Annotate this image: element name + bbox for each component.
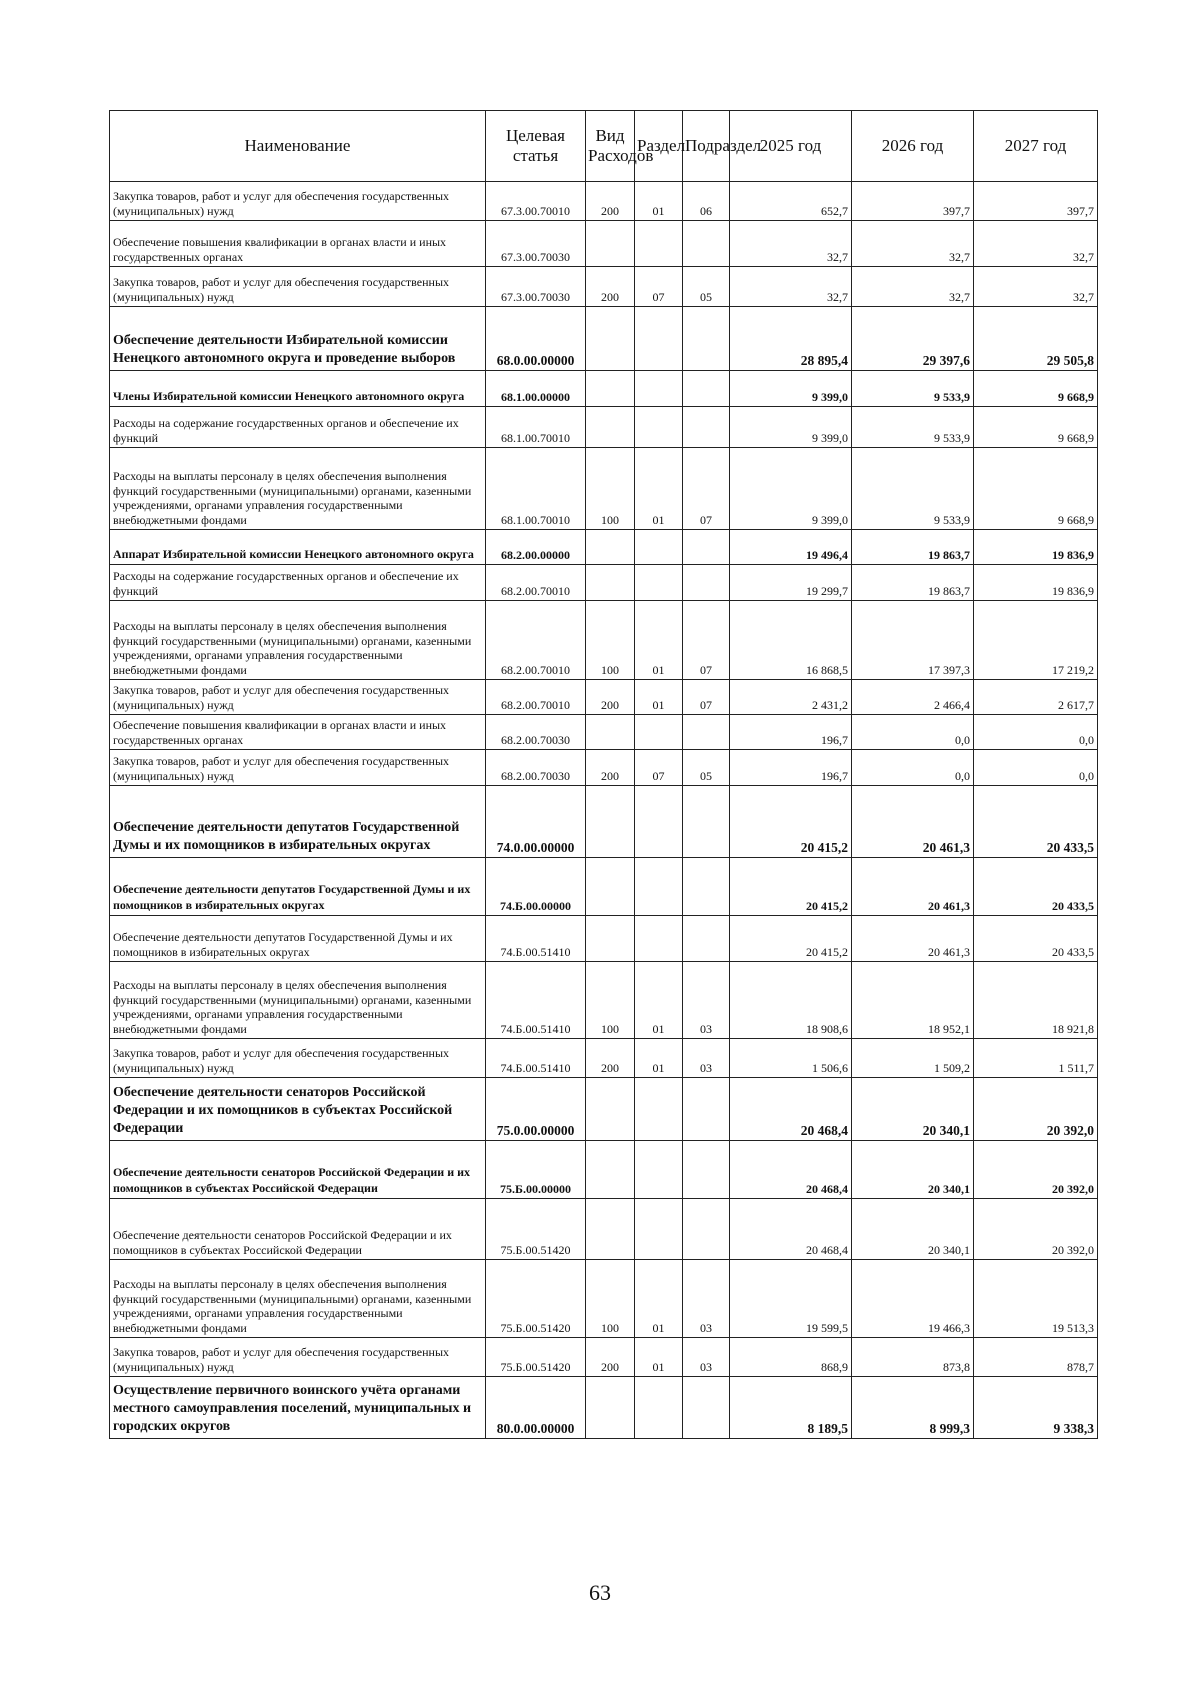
cell-2025: 28 895,4	[730, 307, 852, 371]
cell-podrazdel	[683, 786, 730, 858]
cell-target: 75.Б.00.51420	[486, 1338, 586, 1377]
cell-name: Аппарат Избирательной комиссии Ненецкого автономного округа	[110, 530, 486, 565]
cell-razdel: 01	[635, 1260, 683, 1338]
cell-2026: 20 340,1	[852, 1199, 974, 1260]
table-row	[110, 565, 1098, 601]
cell-name: Обеспечение деятельности депутатов Государственной Думы и их помощников в избирательных округах	[110, 916, 486, 962]
cell-name: Закупка товаров, работ и услуг для обеспечения государственных (муниципальных) нужд	[110, 750, 486, 786]
cell-2025: 20 468,4	[730, 1141, 852, 1199]
cell-razdel	[635, 916, 683, 962]
cell-2026: 20 340,1	[852, 1078, 974, 1141]
cell-podrazdel: 05	[683, 267, 730, 307]
cell-razdel: 01	[635, 448, 683, 530]
cell-target: 68.1.00.70010	[486, 407, 586, 448]
cell-target: 75.Б.00.51420	[486, 1199, 586, 1260]
cell-vid	[586, 1199, 635, 1260]
cell-vid	[586, 715, 635, 750]
table-row	[110, 962, 1098, 1039]
header-name: Наименование	[110, 111, 486, 182]
cell-2026: 19 863,7	[852, 565, 974, 601]
cell-2027: 2 617,7	[974, 680, 1098, 715]
cell-target: 74.0.00.00000	[486, 786, 586, 858]
cell-podrazdel	[683, 407, 730, 448]
table-header-row	[110, 111, 1098, 182]
cell-2025: 19 299,7	[730, 565, 852, 601]
header-2027: 2027 год	[974, 111, 1098, 182]
cell-razdel	[635, 407, 683, 448]
cell-2025: 16 868,5	[730, 601, 852, 680]
cell-target: 74.Б.00.51410	[486, 1039, 586, 1078]
table-row	[110, 448, 1098, 530]
cell-razdel	[635, 858, 683, 916]
cell-target: 68.2.00.70010	[486, 601, 586, 680]
cell-2026: 32,7	[852, 221, 974, 267]
table-row	[110, 750, 1098, 786]
cell-target: 68.2.00.00000	[486, 530, 586, 565]
cell-2027: 878,7	[974, 1338, 1098, 1377]
cell-razdel: 01	[635, 601, 683, 680]
cell-target: 68.1.00.00000	[486, 371, 586, 407]
cell-target: 67.3.00.70030	[486, 221, 586, 267]
budget-table	[109, 110, 1098, 1439]
cell-razdel: 07	[635, 267, 683, 307]
cell-2026: 19 466,3	[852, 1260, 974, 1338]
cell-name: Обеспечение деятельности депутатов Государственной Думы и их помощников в избирательных округах	[110, 786, 486, 858]
cell-2025: 20 415,2	[730, 916, 852, 962]
cell-2027: 18 921,8	[974, 962, 1098, 1039]
table-row	[110, 1377, 1098, 1439]
cell-podrazdel	[683, 565, 730, 601]
cell-name: Закупка товаров, работ и услуг для обеспечения государственных (муниципальных) нужд	[110, 680, 486, 715]
cell-2027: 20 433,5	[974, 786, 1098, 858]
cell-razdel: 01	[635, 680, 683, 715]
table-row	[110, 601, 1098, 680]
cell-razdel	[635, 1199, 683, 1260]
cell-target: 68.2.00.70010	[486, 680, 586, 715]
cell-podrazdel	[683, 715, 730, 750]
cell-2027: 29 505,8	[974, 307, 1098, 371]
cell-2027: 19 513,3	[974, 1260, 1098, 1338]
cell-vid: 200	[586, 1338, 635, 1377]
cell-vid: 200	[586, 750, 635, 786]
table-row	[110, 1078, 1098, 1141]
cell-podrazdel	[683, 307, 730, 371]
cell-2026: 0,0	[852, 750, 974, 786]
cell-2025: 19 599,5	[730, 1260, 852, 1338]
cell-podrazdel	[683, 916, 730, 962]
cell-podrazdel	[683, 1078, 730, 1141]
cell-2025: 9 399,0	[730, 407, 852, 448]
table-body	[110, 182, 1098, 1439]
cell-2026: 9 533,9	[852, 407, 974, 448]
cell-2026: 20 461,3	[852, 786, 974, 858]
cell-razdel	[635, 715, 683, 750]
table-row	[110, 786, 1098, 858]
cell-2027: 20 392,0	[974, 1078, 1098, 1141]
table-row	[110, 1141, 1098, 1199]
cell-vid: 200	[586, 182, 635, 221]
table-row	[110, 1260, 1098, 1338]
cell-vid	[586, 1078, 635, 1141]
cell-razdel: 07	[635, 750, 683, 786]
cell-razdel	[635, 1377, 683, 1439]
cell-razdel: 01	[635, 1039, 683, 1078]
cell-2025: 20 415,2	[730, 858, 852, 916]
cell-razdel: 01	[635, 962, 683, 1039]
cell-2025: 32,7	[730, 221, 852, 267]
header-2026: 2026 год	[852, 111, 974, 182]
header-vid: Вид Расходов	[586, 111, 635, 182]
cell-name: Расходы на выплаты персоналу в целях обеспечения выполнения функций государственными (муниципальными) органами, казенными учреждениями, органами управления государственными внебюджетными фондами	[110, 962, 486, 1039]
cell-2027: 0,0	[974, 750, 1098, 786]
cell-razdel	[635, 307, 683, 371]
cell-name: Обеспечение деятельности сенаторов Российской Федерации и их помощников в субъектах Российской Федерации	[110, 1141, 486, 1199]
cell-2026: 20 340,1	[852, 1141, 974, 1199]
cell-2027: 397,7	[974, 182, 1098, 221]
cell-name: Обеспечение деятельности сенаторов Российской Федерации и их помощников в субъектах Российской Федерации	[110, 1199, 486, 1260]
cell-name: Осуществление первичного воинского учёта органами местного самоуправления поселений, муниципальных и городских округов	[110, 1377, 486, 1439]
cell-razdel	[635, 371, 683, 407]
cell-name: Расходы на выплаты персоналу в целях обеспечения выполнения функций государственными (муниципальными) органами, казенными учреждениями, органами управления государственными внебюджетными фондами	[110, 1260, 486, 1338]
cell-2026: 18 952,1	[852, 962, 974, 1039]
cell-2026: 29 397,6	[852, 307, 974, 371]
cell-2027: 9 668,9	[974, 448, 1098, 530]
cell-name: Обеспечение повышения квалификации в органах власти и иных государственных органах	[110, 715, 486, 750]
cell-podrazdel	[683, 221, 730, 267]
cell-2026: 397,7	[852, 182, 974, 221]
cell-name: Расходы на выплаты персоналу в целях обеспечения выполнения функций государственными (муниципальными) органами, казенными учреждениями, органами управления государственными внебюджетными фондами	[110, 601, 486, 680]
cell-2027: 9 338,3	[974, 1377, 1098, 1439]
cell-2025: 32,7	[730, 267, 852, 307]
cell-vid	[586, 530, 635, 565]
cell-target: 74.Б.00.00000	[486, 858, 586, 916]
header-podrazdel: Подраздел	[683, 111, 730, 182]
cell-podrazdel: 03	[683, 1260, 730, 1338]
cell-2026: 19 863,7	[852, 530, 974, 565]
cell-2026: 20 461,3	[852, 858, 974, 916]
cell-razdel	[635, 530, 683, 565]
cell-2027: 9 668,9	[974, 371, 1098, 407]
cell-2025: 868,9	[730, 1338, 852, 1377]
cell-target: 68.2.00.70030	[486, 750, 586, 786]
cell-2027: 32,7	[974, 267, 1098, 307]
cell-razdel	[635, 565, 683, 601]
cell-podrazdel	[683, 530, 730, 565]
cell-name: Закупка товаров, работ и услуг для обеспечения государственных (муниципальных) нужд	[110, 1338, 486, 1377]
cell-vid: 100	[586, 962, 635, 1039]
cell-2027: 20 433,5	[974, 858, 1098, 916]
cell-name: Расходы на содержание государственных органов и обеспечение их функций	[110, 565, 486, 601]
cell-vid	[586, 407, 635, 448]
cell-target: 67.3.00.70010	[486, 182, 586, 221]
cell-2025: 2 431,2	[730, 680, 852, 715]
table-row	[110, 916, 1098, 962]
cell-2026: 32,7	[852, 267, 974, 307]
cell-razdel	[635, 786, 683, 858]
table-row	[110, 267, 1098, 307]
cell-vid	[586, 307, 635, 371]
cell-vid	[586, 916, 635, 962]
cell-2027: 0,0	[974, 715, 1098, 750]
table-row	[110, 1199, 1098, 1260]
cell-podrazdel	[683, 371, 730, 407]
cell-name: Расходы на выплаты персоналу в целях обеспечения выполнения функций государственными (муниципальными) органами, казенными учреждениями, органами управления государственными внебюджетными фондами	[110, 448, 486, 530]
cell-target: 68.2.00.70010	[486, 565, 586, 601]
cell-2026: 8 999,3	[852, 1377, 974, 1439]
cell-podrazdel: 06	[683, 182, 730, 221]
cell-podrazdel: 03	[683, 1039, 730, 1078]
cell-2025: 20 468,4	[730, 1199, 852, 1260]
table-row	[110, 1338, 1098, 1377]
cell-2027: 20 433,5	[974, 916, 1098, 962]
cell-2025: 9 399,0	[730, 448, 852, 530]
cell-name: Закупка товаров, работ и услуг для обеспечения государственных (муниципальных) нужд	[110, 182, 486, 221]
cell-2026: 17 397,3	[852, 601, 974, 680]
cell-podrazdel: 03	[683, 1338, 730, 1377]
cell-2025: 196,7	[730, 715, 852, 750]
cell-2026: 873,8	[852, 1338, 974, 1377]
cell-razdel: 01	[635, 182, 683, 221]
cell-2026: 0,0	[852, 715, 974, 750]
cell-target: 68.2.00.70030	[486, 715, 586, 750]
cell-vid	[586, 221, 635, 267]
cell-razdel	[635, 1141, 683, 1199]
cell-2025: 20 415,2	[730, 786, 852, 858]
cell-podrazdel: 05	[683, 750, 730, 786]
cell-2026: 9 533,9	[852, 371, 974, 407]
cell-name: Закупка товаров, работ и услуг для обеспечения государственных (муниципальных) нужд	[110, 267, 486, 307]
cell-2026: 20 461,3	[852, 916, 974, 962]
cell-2025: 652,7	[730, 182, 852, 221]
cell-podrazdel: 03	[683, 962, 730, 1039]
cell-vid	[586, 786, 635, 858]
cell-2027: 9 668,9	[974, 407, 1098, 448]
cell-vid: 200	[586, 1039, 635, 1078]
cell-name: Расходы на содержание государственных органов и обеспечение их функций	[110, 407, 486, 448]
cell-2025: 1 506,6	[730, 1039, 852, 1078]
cell-2027: 20 392,0	[974, 1141, 1098, 1199]
table-row	[110, 858, 1098, 916]
cell-target: 74.Б.00.51410	[486, 916, 586, 962]
cell-2027: 19 836,9	[974, 530, 1098, 565]
table-row	[110, 307, 1098, 371]
cell-vid: 200	[586, 267, 635, 307]
cell-podrazdel	[683, 1141, 730, 1199]
cell-2025: 19 496,4	[730, 530, 852, 565]
cell-podrazdel	[683, 1199, 730, 1260]
table-row	[110, 182, 1098, 221]
table-row	[110, 221, 1098, 267]
cell-vid: 100	[586, 601, 635, 680]
cell-razdel: 01	[635, 1338, 683, 1377]
cell-2025: 8 189,5	[730, 1377, 852, 1439]
cell-2026: 2 466,4	[852, 680, 974, 715]
cell-2027: 19 836,9	[974, 565, 1098, 601]
cell-target: 75.Б.00.00000	[486, 1141, 586, 1199]
cell-target: 75.Б.00.51420	[486, 1260, 586, 1338]
cell-vid	[586, 371, 635, 407]
cell-razdel	[635, 221, 683, 267]
cell-2026: 1 509,2	[852, 1039, 974, 1078]
cell-razdel	[635, 1078, 683, 1141]
cell-name: Члены Избирательной комиссии Ненецкого автономного округа	[110, 371, 486, 407]
cell-target: 74.Б.00.51410	[486, 962, 586, 1039]
cell-podrazdel: 07	[683, 448, 730, 530]
cell-vid	[586, 858, 635, 916]
cell-target: 68.0.00.00000	[486, 307, 586, 371]
cell-target: 80.0.00.00000	[486, 1377, 586, 1439]
cell-2027: 32,7	[974, 221, 1098, 267]
page-number: 63	[589, 1580, 611, 1605]
cell-name: Обеспечение деятельности Избирательной комиссии Ненецкого автономного округа и проведение выборов	[110, 307, 486, 371]
header-2025: 2025 год	[730, 111, 852, 182]
header-target: Целевая статья	[486, 111, 586, 182]
cell-2026: 9 533,9	[852, 448, 974, 530]
cell-2025: 20 468,4	[730, 1078, 852, 1141]
cell-vid	[586, 1141, 635, 1199]
cell-podrazdel: 07	[683, 601, 730, 680]
cell-vid	[586, 1377, 635, 1439]
table-row	[110, 407, 1098, 448]
cell-vid: 100	[586, 448, 635, 530]
cell-podrazdel	[683, 858, 730, 916]
header-razdel: Раздел	[635, 111, 683, 182]
cell-name: Обеспечение деятельности депутатов Государственной Думы и их помощников в избирательных округах	[110, 858, 486, 916]
document-page	[109, 110, 1097, 1439]
cell-2025: 9 399,0	[730, 371, 852, 407]
table-row	[110, 371, 1098, 407]
cell-name: Обеспечение повышения квалификации в органах власти и иных государственных органах	[110, 221, 486, 267]
cell-2027: 1 511,7	[974, 1039, 1098, 1078]
cell-name: Обеспечение деятельности сенаторов Российской Федерации и их помощников в субъектах Российской Федерации	[110, 1078, 486, 1141]
cell-2025: 196,7	[730, 750, 852, 786]
table-row	[110, 680, 1098, 715]
table-row	[110, 1039, 1098, 1078]
cell-name: Закупка товаров, работ и услуг для обеспечения государственных (муниципальных) нужд	[110, 1039, 486, 1078]
cell-2025: 18 908,6	[730, 962, 852, 1039]
cell-2027: 17 219,2	[974, 601, 1098, 680]
cell-podrazdel	[683, 1377, 730, 1439]
cell-podrazdel: 07	[683, 680, 730, 715]
cell-target: 75.0.00.00000	[486, 1078, 586, 1141]
cell-target: 67.3.00.70030	[486, 267, 586, 307]
cell-vid: 200	[586, 680, 635, 715]
table-row	[110, 715, 1098, 750]
table-row	[110, 530, 1098, 565]
cell-vid: 100	[586, 1260, 635, 1338]
cell-target: 68.1.00.70010	[486, 448, 586, 530]
cell-2027: 20 392,0	[974, 1199, 1098, 1260]
cell-vid	[586, 565, 635, 601]
